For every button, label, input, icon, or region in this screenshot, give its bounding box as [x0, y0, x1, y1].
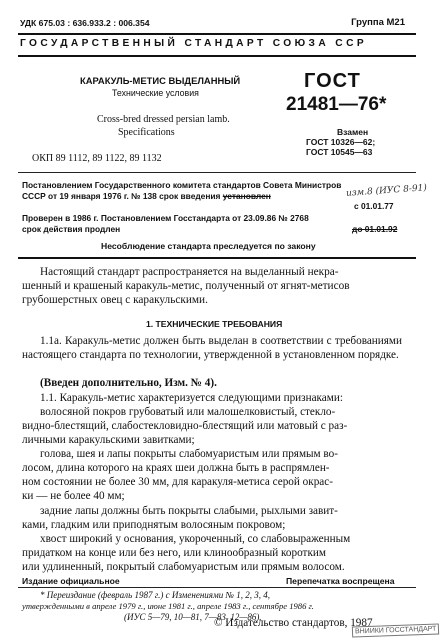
para-1-1-line2: волосяной покров грубоватый или малошелковистый, стекло-: [40, 406, 336, 418]
reissue-line2: утвержденными в апреле 1979 г., июне 1981 г., апреле 1983 г., сентябре 1986 г.: [22, 601, 314, 611]
para-head-line4: ки — не более 40 мм;: [22, 490, 125, 502]
document-title: КАРАКУЛЬ-МЕТИС ВЫДЕЛАННЫЙ: [80, 75, 241, 86]
gost-number: 21481—76*: [286, 94, 387, 115]
para-tail-line2: придатком на конце или без него, или клинообразный коротким: [22, 547, 326, 559]
intro-line-2: шенный и крашеный каракуль-метис, полученный от ягнят-метисов: [22, 280, 350, 292]
title-rule: [18, 172, 416, 173]
library-stamp: ВНИИКИ ГОССТАНДАРТ: [352, 623, 440, 637]
group-code: Группа М21: [351, 17, 405, 28]
decree-line4: срок действия продлен: [22, 224, 121, 234]
decree-line2-text: СССР от 19 января 1976 г. № 138 срок введения: [22, 191, 221, 201]
para-1-1-line1: 1.1. Каракуль-метис характеризуется следующими признаками:: [40, 392, 343, 404]
decree-line1: Постановлением Государственного комитета стандартов Совета Министров: [22, 180, 342, 190]
para-head-line3: ном состоянии не более 30 мм, для каракуля-метиса серой окрас-: [22, 476, 333, 488]
standard-banner: ГОСУДАРСТВЕННЫЙ СТАНДАРТ СОЮЗА ССР: [20, 38, 368, 49]
decree-intro-date: с 01.01.77: [354, 201, 394, 211]
replaced-standard-1: ГОСТ 10326—62;: [306, 137, 376, 147]
handwritten-note: изм.8 (ИУС 8-91): [345, 183, 428, 199]
english-title-line2: Specifications: [118, 127, 175, 138]
paragraph-1-1a-note: (Введен дополнительно, Изм. № 4).: [40, 377, 217, 389]
banner-rule: [18, 55, 416, 57]
udk-code: УДК 675.03 : 636.933.2 : 006.354: [20, 18, 150, 28]
para-legs-line2: ками, гладким или приподнятым волосяным покровом;: [22, 519, 286, 531]
para-head-line2: лосом, длина которого на краях шеи должна быть в распрямлен-: [22, 462, 330, 474]
document-subtitle: Технические условия: [112, 88, 199, 98]
decree-struck-date: до 01.01.92: [352, 224, 398, 234]
para-1-1-line4: личными каракульскими завитками;: [22, 434, 195, 446]
decree-line3: Проверен в 1986 г. Постановлением Госстандарта от 23.09.86 № 2768: [22, 213, 309, 223]
gost-label: ГОСТ: [304, 70, 361, 92]
official-edition-label: Издание официальное: [22, 576, 120, 586]
okp-codes: ОКП 89 1112, 89 1122, 89 1132: [32, 153, 162, 164]
decree-struck-word: установлен: [222, 191, 271, 201]
footer-rule: [18, 587, 416, 588]
decree-line2: [22, 191, 271, 201]
para-head-line1: голова, шея и лапы покрыты слабомуаристым или прямым во-: [40, 448, 338, 460]
reprint-prohibited-label: Перепечатка воспрещена: [286, 576, 395, 586]
reissue-line3: (ИУС 5—79, 10—81, 7—83, 12—86).: [124, 612, 262, 622]
replaced-label: Взамен: [337, 127, 369, 137]
replaced-standard-2: ГОСТ 10545—63: [306, 147, 373, 157]
decree-rule: [18, 257, 416, 259]
para-1-1-line3: видно-блестящий, слабостекловидно-блестящий или матовый с раз-: [22, 420, 348, 432]
reissue-line1: * Переиздание (февраль 1987 г.) с Изменениями № 1, 2, 3, 4,: [40, 590, 270, 600]
intro-line-1: Настоящий стандарт распространяется на выделанный некра-: [40, 266, 339, 278]
copyright-line: © Издательство стандартов, 1987: [214, 617, 373, 629]
para-tail-line3: или удлиненный, покрытый слабомуаристым или прямым волосом.: [22, 561, 345, 573]
intro-line-3: грубошерстных овец с каракульскими.: [22, 294, 208, 306]
top-rule: [18, 33, 416, 35]
para-legs-line1: задние лапы должны быть покрыты слабыми, рыхлыми завит-: [40, 505, 338, 517]
para-tail-line1: хвост широкий у основания, укороченный, со слабовыраженным: [40, 533, 351, 545]
english-title-line1: Cross-bred dressed persian lamb.: [97, 114, 230, 125]
legal-warning: Несоблюдение стандарта преследуется по закону: [101, 241, 316, 251]
paragraph-1-1a: 1.1а. Каракуль-метис должен быть выделан в соответствии с требованиями настоящего стандарта по технологии, утвержденной в установленном порядке.: [22, 335, 402, 362]
section-heading: 1. ТЕХНИЧЕСКИЕ ТРЕБОВАНИЯ: [146, 319, 283, 329]
